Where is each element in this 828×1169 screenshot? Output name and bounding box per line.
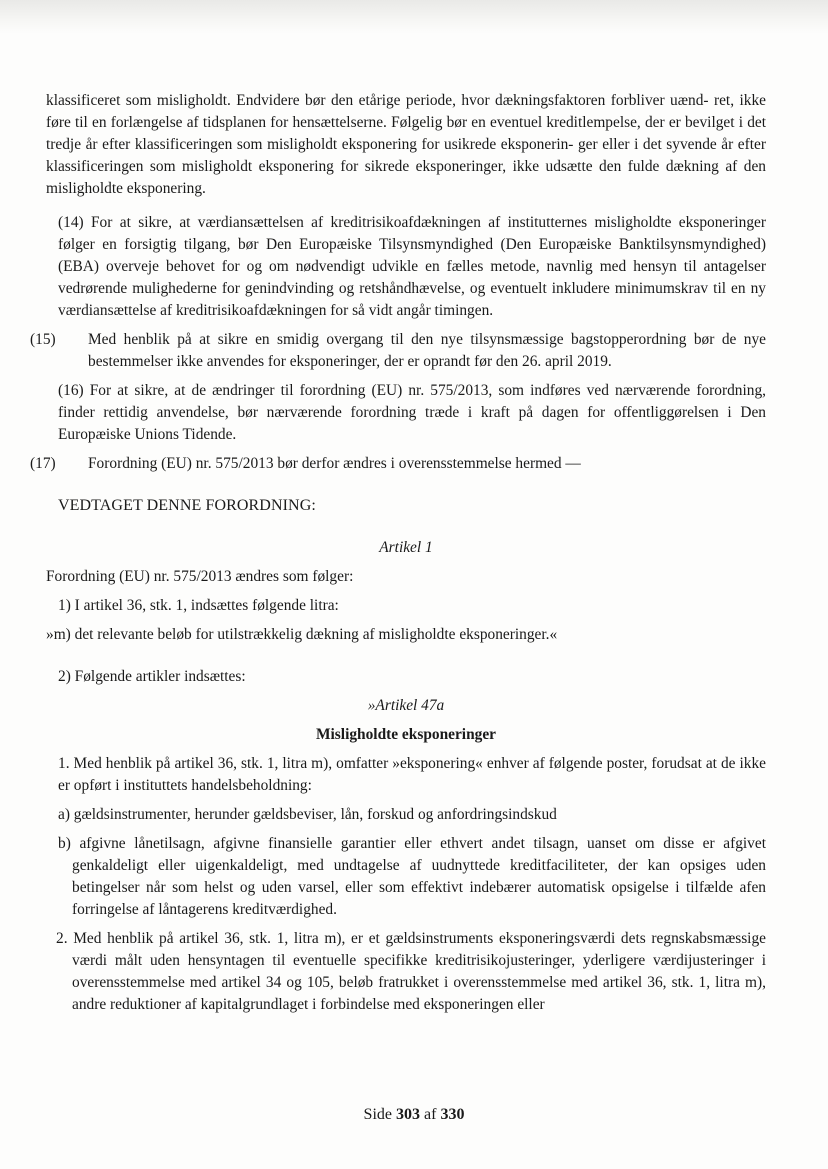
recital-15-text: Med henblik på at sikre en smidig overgang til den nye tilsynsmæssige bagstopperordning bør de nye bestemmelser ikke anvendes for eksponeringer, der er oprandt før den 26. april 2019. (88, 331, 766, 370)
page-footer (0, 1106, 828, 1124)
recital-15 (30, 329, 766, 373)
article-47a-title: Misligholdte eksponeringer (316, 726, 496, 743)
scan-shadow (0, 0, 828, 34)
recital-15-number: (15) (30, 331, 56, 348)
article-47a-para-1: 1. Med henblik på artikel 36, stk. 1, litra m), omfatter »eksponering« enhver af følgende poster, forudsat at de ikke er opført i instituttets handelsbeholdning: (58, 755, 766, 794)
document-page (30, 90, 766, 1016)
intro-paragraph: klassificeret som misligholdt. Endvidere bør den etårige periode, hvor dækningsfaktoren forbliver uænd- ret, ikke føre til en forlængelse af tidsplanen for hensættelserne. Følgelig bør en eventuel kreditlempelse, der er bevilget i det tredje år efter klassificeringen som misligholdt eksponering for usikrede eksponerin- ger eller i det syvende år efter klassificeringen som misligholdt eksponering for sikrede eksponeringer, ikke udsætte den fulde dækning af den misligholdte eksponering. (46, 92, 766, 197)
article-1-heading: Artikel 1 (379, 539, 433, 556)
adoption-heading: VEDTAGET DENNE FORORDNING: (58, 497, 316, 514)
recital-14: (14) For at sikre, at værdiansættelsen af kreditrisikoafdækningen af institutternes misligholdte eksponeringer følger en forsigtig tilgang, bør Den Europæiske Tilsynsmyndighed (Den Europæiske Banktilsynsmyndighed) (EBA) overveje behovet for og om nødvendigt udvikle en fælles metode, navnlig med hensyn til antagelser vedrørende mulighederne for genindvinding og retshåndhævelse, og eventuelt inkludere minimumskrav til en ny værdiansættelse af kreditrisikoafdækningen for så vidt angår timingen. (58, 214, 766, 319)
article-47a-para-1b: b) afgivne lånetilsagn, afgivne finansielle garantier eller ethvert andet tilsagn, uanset om disse er afgivet genkaldeligt eller uigenkaldeligt, med undtagelse af uudnyttede kreditfaciliteter, der kan opsiges uden betingelser når som helst og uden varsel, eller som effektivt indebærer automatisk opsigelse i tilfælde afen forringelse af låntagerens kreditværdighed. (58, 835, 766, 918)
amendment-intro: Forordning (EU) nr. 575/2013 ændres som følger: (46, 568, 354, 585)
page-number: 303 (396, 1106, 420, 1123)
page-of-label: af (424, 1106, 437, 1123)
page-label: Side (363, 1106, 392, 1123)
recital-16: (16) For at sikre, at de ændringer til forordning (EU) nr. 575/2013, som indføres ved nærværende forordning, finder rettidig anvendelse, bør nærværende forordning træde i kraft på dagen for offentliggørelsen i Den Europæiske Unions Tidende. (58, 382, 766, 443)
recital-17-text: Forordning (EU) nr. 575/2013 bør derfor ændres i overensstemmelse hermed — (88, 455, 581, 472)
amendment-item-1: 1) I artikel 36, stk. 1, indsættes følgende litra: (58, 597, 339, 614)
recital-17-number: (17) (30, 455, 56, 472)
amendment-item-1-litra-m: »m) det relevante beløb for utilstrækkelig dækning af misligholdte eksponeringer.« (46, 626, 558, 643)
recital-17 (30, 453, 766, 475)
page-total: 330 (440, 1106, 465, 1123)
article-47a-para-2: 2. Med henblik på artikel 36, stk. 1, litra m), er et gældsinstruments eksponeringsværdi dets regnskabsmæssige værdi målt uden hensyntagen til eventuelle specifikke kreditrisikojusteringer, yderligere værdijusteringer i overensstemmelse med artikel 34 og 105, beløb fratrukket i overensstemmelse med artikel 36, stk. 1, litra m), andre reduktioner af kapitalgrundlaget i forbindelse med eksponeringen eller (56, 930, 766, 1013)
article-47a-heading: »Artikel 47a (367, 697, 445, 714)
article-47a-para-1a: a) gældsinstrumenter, herunder gældsbeviser, lån, forskud og anfordringsindskud (58, 806, 557, 823)
amendment-item-2: 2) Følgende artikler indsættes: (58, 668, 246, 685)
